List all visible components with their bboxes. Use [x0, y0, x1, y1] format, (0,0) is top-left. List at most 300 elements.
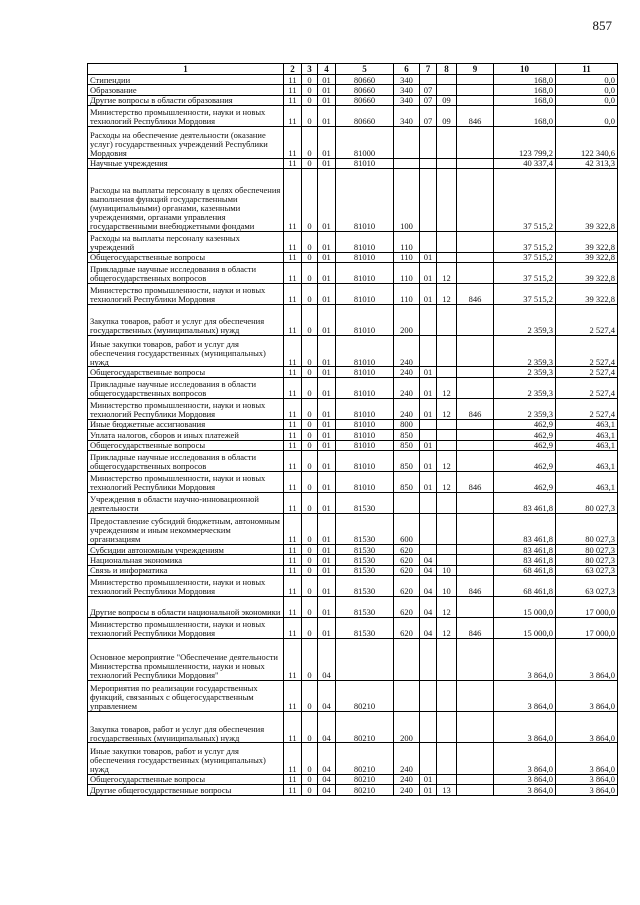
row-code-2: 11 [284, 263, 302, 284]
row-code-7: 01 [420, 398, 437, 419]
row-name: Прикладные научные исследования в области общегосударственных вопросов [88, 451, 284, 472]
row-code-5: 81530 [336, 565, 394, 575]
row-code-8: 09 [437, 106, 457, 127]
row-code-4: 04 [318, 774, 336, 784]
row-code-8: 12 [437, 597, 457, 618]
row-code-4: 01 [318, 430, 336, 440]
row-code-2: 11 [284, 377, 302, 398]
row-code-4: 01 [318, 565, 336, 575]
row-amount-10: 37 515,2 [494, 231, 556, 252]
row-name: Иные закупки товаров, работ и услуг для обеспечения государственных (муниципальных) нужд [88, 336, 284, 367]
row-amount-10: 168,0 [494, 106, 556, 127]
row-amount-11: 80 027,3 [556, 545, 618, 555]
row-code-5: 81010 [336, 304, 394, 335]
row-amount-11: 2 527,4 [556, 398, 618, 419]
row-code-8: 12 [437, 451, 457, 472]
row-code-2: 11 [284, 283, 302, 304]
row-code-5: 81010 [336, 283, 394, 304]
row-code-7: 04 [420, 576, 437, 597]
row-amount-11: 63 027,3 [556, 565, 618, 575]
row-amount-11: 0,0 [556, 106, 618, 127]
row-amount-10: 68 461,8 [494, 565, 556, 575]
row-code-3: 0 [302, 85, 318, 95]
row-code-8 [437, 430, 457, 440]
row-amount-10: 3 864,0 [494, 712, 556, 743]
row-name: Уплата налогов, сборов и иных платежей [88, 430, 284, 440]
row-code-7 [420, 231, 437, 252]
row-code-2: 11 [284, 85, 302, 95]
row-code-4: 01 [318, 398, 336, 419]
row-amount-10: 3 864,0 [494, 639, 556, 681]
row-code-9 [457, 712, 494, 743]
row-amount-11: 463,1 [556, 451, 618, 472]
row-code-9 [457, 95, 494, 105]
col-header-3: 3 [302, 64, 318, 75]
row-code-2: 11 [284, 597, 302, 618]
row-code-3: 0 [302, 545, 318, 555]
table-row [88, 336, 618, 367]
row-code-7: 01 [420, 471, 437, 492]
row-code-5: 81010 [336, 367, 394, 377]
row-code-4: 01 [318, 304, 336, 335]
table-row [88, 263, 618, 284]
row-code-8 [437, 168, 457, 231]
row-code-8 [437, 127, 457, 158]
row-code-5: 80660 [336, 95, 394, 105]
row-code-9 [457, 367, 494, 377]
row-name: Общегосударственные вопросы [88, 440, 284, 450]
row-amount-11: 80 027,3 [556, 555, 618, 565]
row-code-7 [420, 513, 437, 544]
row-code-5: 80210 [336, 785, 394, 795]
table-row [88, 367, 618, 377]
row-code-3: 0 [302, 743, 318, 774]
row-code-6 [394, 639, 420, 681]
row-amount-11: 63 027,3 [556, 576, 618, 597]
row-code-2: 11 [284, 545, 302, 555]
row-code-5: 81010 [336, 158, 394, 168]
row-code-8: 10 [437, 565, 457, 575]
col-header-8: 8 [437, 64, 457, 75]
row-name: Другие вопросы в области национальной экономики [88, 597, 284, 618]
row-amount-11: 80 027,3 [556, 513, 618, 544]
row-amount-10: 462,9 [494, 471, 556, 492]
row-code-6: 800 [394, 419, 420, 429]
row-code-3: 0 [302, 565, 318, 575]
row-amount-10: 168,0 [494, 75, 556, 85]
row-code-2: 11 [284, 430, 302, 440]
row-code-3: 0 [302, 419, 318, 429]
budget-table [87, 63, 618, 796]
row-code-8 [437, 743, 457, 774]
row-code-8: 12 [437, 263, 457, 284]
row-code-5: 81010 [336, 168, 394, 231]
row-name: Министерство промышленности, науки и новых технологий Республики Мордовия [88, 471, 284, 492]
row-code-2: 11 [284, 576, 302, 597]
table-row [88, 492, 618, 513]
row-code-3: 0 [302, 440, 318, 450]
row-amount-10: 462,9 [494, 419, 556, 429]
row-amount-10: 83 461,8 [494, 513, 556, 544]
table-row [88, 680, 618, 711]
row-code-8: 09 [437, 95, 457, 105]
row-code-4: 04 [318, 743, 336, 774]
table-row [88, 440, 618, 450]
row-amount-10: 37 515,2 [494, 252, 556, 262]
table-row [88, 639, 618, 681]
row-name: Другие вопросы в области образования [88, 95, 284, 105]
row-name: Прикладные научные исследования в области общегосударственных вопросов [88, 263, 284, 284]
table-row [88, 283, 618, 304]
table-row [88, 545, 618, 555]
row-code-6: 240 [394, 774, 420, 784]
row-code-9: 846 [457, 398, 494, 419]
row-code-9 [457, 451, 494, 472]
row-code-3: 0 [302, 774, 318, 784]
row-code-4: 01 [318, 545, 336, 555]
row-code-5: 81010 [336, 471, 394, 492]
row-code-6: 200 [394, 304, 420, 335]
row-code-9 [457, 774, 494, 784]
row-code-2: 11 [284, 336, 302, 367]
row-code-6: 620 [394, 597, 420, 618]
row-code-5: 80660 [336, 106, 394, 127]
row-code-2: 11 [284, 785, 302, 795]
row-amount-11: 80 027,3 [556, 492, 618, 513]
row-amount-11: 39 322,8 [556, 283, 618, 304]
row-name: Общегосударственные вопросы [88, 252, 284, 262]
table-row [88, 712, 618, 743]
row-code-5: 81010 [336, 377, 394, 398]
row-code-6: 340 [394, 95, 420, 105]
row-code-3: 0 [302, 785, 318, 795]
row-code-6: 110 [394, 263, 420, 284]
row-code-9 [457, 85, 494, 95]
row-amount-11: 463,1 [556, 440, 618, 450]
row-code-3: 0 [302, 231, 318, 252]
table-row [88, 576, 618, 597]
row-code-5: 81010 [336, 231, 394, 252]
row-code-3: 0 [302, 377, 318, 398]
row-amount-11: 3 864,0 [556, 639, 618, 681]
table-row [88, 304, 618, 335]
row-code-2: 11 [284, 451, 302, 472]
row-code-7 [420, 75, 437, 85]
row-code-5: 80210 [336, 680, 394, 711]
row-amount-10: 15 000,0 [494, 618, 556, 639]
row-name: Министерство промышленности, науки и новых технологий Республики Мордовия [88, 106, 284, 127]
row-amount-10: 462,9 [494, 430, 556, 440]
row-code-7: 01 [420, 263, 437, 284]
row-code-5: 81010 [336, 430, 394, 440]
row-code-7: 01 [420, 283, 437, 304]
row-code-6: 620 [394, 555, 420, 565]
col-header-6: 6 [394, 64, 420, 75]
row-code-5: 81010 [336, 440, 394, 450]
table-row [88, 75, 618, 85]
row-code-4: 01 [318, 513, 336, 544]
row-code-7 [420, 419, 437, 429]
row-code-9 [457, 127, 494, 158]
row-name: Мероприятия по реализации государственных функций, связанных с общегосударственным управлением [88, 680, 284, 711]
row-code-4: 01 [318, 440, 336, 450]
row-name: Министерство промышленности, науки и новых технологий Республики Мордовия [88, 283, 284, 304]
table-row [88, 252, 618, 262]
col-header-4: 4 [318, 64, 336, 75]
row-code-4: 01 [318, 471, 336, 492]
row-code-6 [394, 127, 420, 158]
row-code-8 [437, 513, 457, 544]
row-code-3: 0 [302, 471, 318, 492]
row-code-2: 11 [284, 565, 302, 575]
row-code-7: 01 [420, 785, 437, 795]
table-row [88, 555, 618, 565]
row-name: Общегосударственные вопросы [88, 367, 284, 377]
row-code-7 [420, 127, 437, 158]
row-code-8 [437, 158, 457, 168]
row-code-3: 0 [302, 304, 318, 335]
row-code-7 [420, 545, 437, 555]
row-code-8 [437, 639, 457, 681]
table-row [88, 419, 618, 429]
row-code-7: 01 [420, 367, 437, 377]
row-code-2: 11 [284, 168, 302, 231]
row-code-3: 0 [302, 492, 318, 513]
table-row [88, 774, 618, 784]
row-code-7: 04 [420, 597, 437, 618]
row-amount-10: 3 864,0 [494, 774, 556, 784]
row-code-6: 240 [394, 377, 420, 398]
row-name: Прикладные научные исследования в области общегосударственных вопросов [88, 377, 284, 398]
row-code-5: 81010 [336, 336, 394, 367]
table-row [88, 430, 618, 440]
row-name: Основное мероприятие "Обеспечение деятельности Министерства промышленности, науки и новых технологий Республики Мордовия" [88, 639, 284, 681]
row-code-3: 0 [302, 712, 318, 743]
row-code-9 [457, 743, 494, 774]
row-amount-10: 2 359,3 [494, 398, 556, 419]
col-header-10: 10 [494, 64, 556, 75]
table-row [88, 231, 618, 252]
row-amount-10: 123 799,2 [494, 127, 556, 158]
row-code-4: 04 [318, 712, 336, 743]
row-code-8 [437, 336, 457, 367]
row-name: Связь и информатика [88, 565, 284, 575]
table-row [88, 377, 618, 398]
row-amount-10: 83 461,8 [494, 492, 556, 513]
row-code-3: 0 [302, 639, 318, 681]
row-amount-11: 3 864,0 [556, 680, 618, 711]
row-code-3: 0 [302, 263, 318, 284]
row-name: Предоставление субсидий бюджетным, автономным учреждениям и иным некоммерческим организациям [88, 513, 284, 544]
row-name: Образование [88, 85, 284, 95]
row-code-6: 110 [394, 231, 420, 252]
row-amount-10: 168,0 [494, 85, 556, 95]
row-amount-10: 15 000,0 [494, 597, 556, 618]
row-code-9 [457, 440, 494, 450]
row-code-8 [437, 419, 457, 429]
row-code-7 [420, 336, 437, 367]
row-code-6: 100 [394, 168, 420, 231]
table-row [88, 513, 618, 544]
row-code-3: 0 [302, 168, 318, 231]
row-code-4: 01 [318, 367, 336, 377]
row-name: Научные учреждения [88, 158, 284, 168]
row-code-4: 04 [318, 785, 336, 795]
row-code-7 [420, 304, 437, 335]
row-code-5: 81530 [336, 555, 394, 565]
row-amount-11: 0,0 [556, 75, 618, 85]
row-code-9 [457, 419, 494, 429]
row-code-9 [457, 231, 494, 252]
row-code-8: 12 [437, 618, 457, 639]
row-code-8 [437, 555, 457, 565]
row-code-2: 11 [284, 774, 302, 784]
table-row [88, 565, 618, 575]
row-code-4: 01 [318, 95, 336, 105]
row-name: Национальная экономика [88, 555, 284, 565]
row-name: Другие общегосударственные вопросы [88, 785, 284, 795]
row-amount-11: 39 322,8 [556, 252, 618, 262]
table-row [88, 451, 618, 472]
row-amount-10: 68 461,8 [494, 576, 556, 597]
row-code-6 [394, 680, 420, 711]
row-code-6: 600 [394, 513, 420, 544]
row-amount-11: 0,0 [556, 85, 618, 95]
row-code-5: 81010 [336, 398, 394, 419]
row-code-2: 11 [284, 471, 302, 492]
row-code-7: 04 [420, 565, 437, 575]
table-row [88, 743, 618, 774]
row-code-9 [457, 555, 494, 565]
row-code-4: 01 [318, 492, 336, 513]
row-code-5: 81010 [336, 419, 394, 429]
row-amount-11: 463,1 [556, 471, 618, 492]
row-code-3: 0 [302, 430, 318, 440]
table-row [88, 158, 618, 168]
row-name: Министерство промышленности, науки и новых технологий Республики Мордовия [88, 576, 284, 597]
row-code-9 [457, 158, 494, 168]
row-code-8 [437, 545, 457, 555]
row-code-3: 0 [302, 618, 318, 639]
row-amount-10: 462,9 [494, 451, 556, 472]
row-code-2: 11 [284, 743, 302, 774]
row-code-3: 0 [302, 75, 318, 85]
row-code-2: 11 [284, 639, 302, 681]
row-code-9 [457, 75, 494, 85]
row-amount-10: 83 461,8 [494, 545, 556, 555]
row-amount-10: 83 461,8 [494, 555, 556, 565]
row-code-4: 01 [318, 336, 336, 367]
row-amount-11: 2 527,4 [556, 367, 618, 377]
row-name: Иные закупки товаров, работ и услуг для обеспечения государственных (муниципальных) нужд [88, 743, 284, 774]
row-code-8 [437, 252, 457, 262]
row-amount-11: 2 527,4 [556, 377, 618, 398]
row-code-5: 81010 [336, 252, 394, 262]
row-code-7 [420, 168, 437, 231]
table-row [88, 471, 618, 492]
row-code-8: 12 [437, 283, 457, 304]
row-code-7 [420, 492, 437, 513]
row-code-5: 81530 [336, 513, 394, 544]
row-code-3: 0 [302, 513, 318, 544]
row-code-3: 0 [302, 576, 318, 597]
row-amount-11: 39 322,8 [556, 263, 618, 284]
row-code-2: 11 [284, 555, 302, 565]
row-name: Министерство промышленности, науки и новых технологий Республики Мордовия [88, 398, 284, 419]
row-code-5: 81000 [336, 127, 394, 158]
row-code-2: 11 [284, 680, 302, 711]
row-name: Расходы на выплаты персоналу в целях обеспечения выполнения функций государственными (муниципальными) органами, казенными учреждениями, органами управления государственными внебюджетными фондами [88, 168, 284, 231]
row-code-7: 01 [420, 252, 437, 262]
row-code-6 [394, 492, 420, 513]
row-code-2: 11 [284, 106, 302, 127]
row-amount-11: 42 313,3 [556, 158, 618, 168]
row-code-9 [457, 336, 494, 367]
row-name: Расходы на обеспечение деятельности (оказание услуг) государственных учреждений Республики Мордовия [88, 127, 284, 158]
row-code-9: 846 [457, 618, 494, 639]
row-code-2: 11 [284, 712, 302, 743]
row-amount-11: 2 527,4 [556, 336, 618, 367]
row-code-9: 846 [457, 471, 494, 492]
row-amount-11: 3 864,0 [556, 774, 618, 784]
row-code-6: 240 [394, 785, 420, 795]
row-code-6: 620 [394, 618, 420, 639]
row-code-7: 04 [420, 618, 437, 639]
row-code-6: 200 [394, 712, 420, 743]
row-code-6: 110 [394, 283, 420, 304]
row-amount-10: 37 515,2 [494, 168, 556, 231]
row-code-2: 11 [284, 440, 302, 450]
row-code-2: 11 [284, 158, 302, 168]
row-code-4: 01 [318, 377, 336, 398]
row-code-2: 11 [284, 127, 302, 158]
row-code-9 [457, 492, 494, 513]
row-amount-11: 17 000,0 [556, 618, 618, 639]
table-row [88, 127, 618, 158]
row-code-2: 11 [284, 419, 302, 429]
row-code-5: 80660 [336, 75, 394, 85]
row-amount-10: 168,0 [494, 95, 556, 105]
row-code-9: 846 [457, 576, 494, 597]
row-code-6: 850 [394, 430, 420, 440]
row-code-4: 01 [318, 576, 336, 597]
row-code-4: 04 [318, 639, 336, 681]
row-code-5: 81010 [336, 451, 394, 472]
row-code-9 [457, 304, 494, 335]
row-name: Общегосударственные вопросы [88, 774, 284, 784]
row-amount-11: 0,0 [556, 95, 618, 105]
table-row [88, 95, 618, 105]
row-code-8 [437, 492, 457, 513]
row-code-7: 01 [420, 451, 437, 472]
row-code-9 [457, 168, 494, 231]
row-amount-11: 3 864,0 [556, 785, 618, 795]
table-row [88, 168, 618, 231]
row-name: Иные бюджетные ассигнования [88, 419, 284, 429]
row-code-7: 01 [420, 774, 437, 784]
row-code-8 [437, 85, 457, 95]
row-amount-11: 3 864,0 [556, 712, 618, 743]
row-amount-10: 3 864,0 [494, 743, 556, 774]
page-number: 857 [592, 18, 612, 33]
row-code-3: 0 [302, 597, 318, 618]
row-code-8: 12 [437, 377, 457, 398]
row-code-4: 01 [318, 419, 336, 429]
row-code-6: 240 [394, 367, 420, 377]
row-code-7 [420, 743, 437, 774]
row-amount-11: 3 864,0 [556, 743, 618, 774]
row-code-9 [457, 377, 494, 398]
